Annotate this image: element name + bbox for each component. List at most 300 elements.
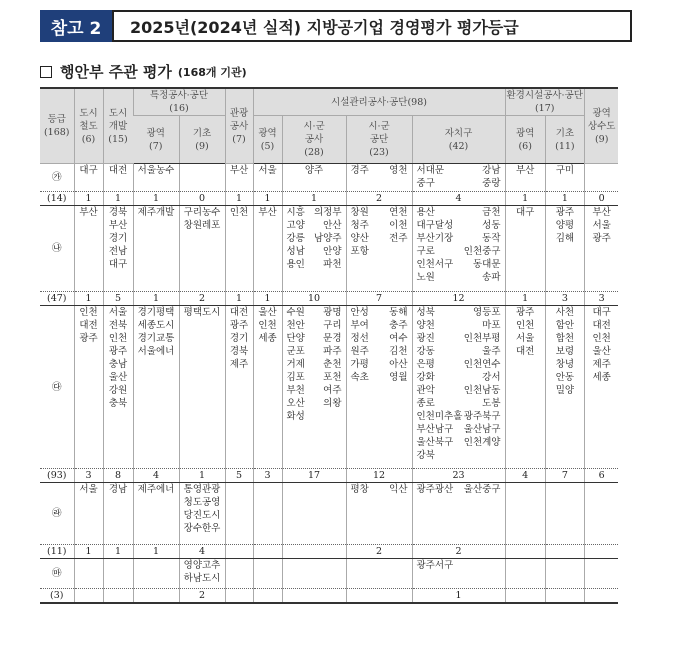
agency-pair	[414, 559, 504, 572]
header-line: 공단	[369, 134, 389, 145]
section-count: (168개 기관)	[177, 65, 247, 79]
header-line: 시·군	[303, 121, 325, 132]
agency-name: 울산	[258, 307, 277, 318]
agency-cell	[545, 206, 584, 292]
count-cell: 3	[584, 292, 618, 306]
agency-cell	[179, 206, 225, 292]
agency-pair	[284, 206, 345, 219]
agency-name: 속초	[350, 372, 369, 383]
count-cell: 4	[179, 545, 225, 559]
header-line: 기초	[555, 127, 575, 139]
agency-cell	[584, 206, 618, 292]
agency-pair	[284, 332, 345, 345]
header-dosi-chuldo	[74, 88, 103, 164]
agency-name: 평창	[350, 484, 369, 495]
agency-name: 의정부	[313, 207, 342, 218]
agency-name: 울주	[482, 346, 501, 357]
agency-name: 서울	[79, 484, 98, 495]
agency-pair	[414, 332, 504, 345]
agency-name: 통영관광	[183, 484, 221, 495]
agency-name: 부산남구	[416, 424, 454, 435]
agency-name: 강화	[416, 372, 435, 383]
agency-name: 부여	[350, 320, 369, 331]
agency-name: 인천	[592, 333, 611, 344]
count-cell: 1	[103, 192, 133, 206]
agency-cell	[179, 559, 225, 589]
agency-cell	[505, 306, 545, 469]
agency-pair	[284, 232, 345, 245]
agency-name: 경기	[229, 333, 249, 344]
agency-name: 부산	[108, 220, 128, 231]
agency-name: 안양	[323, 246, 342, 257]
agency-name: 부산	[516, 165, 535, 176]
grade-total: (3)	[40, 589, 74, 604]
agency-name: 청주	[350, 220, 369, 231]
agency-name: 서울	[516, 333, 535, 344]
header-line: 자치구	[444, 127, 473, 139]
agency-name: 노원	[416, 272, 435, 283]
count-cell: 5	[103, 292, 133, 306]
agency-name: 대구	[516, 207, 535, 218]
agency-cell	[74, 206, 103, 292]
agency-name: 광주광산	[416, 484, 454, 495]
agency-name: 서울농수	[137, 165, 175, 176]
agency-name: 여주	[323, 385, 342, 396]
header-line: 광역	[516, 127, 535, 139]
count-cell: 4	[412, 192, 505, 206]
header-line: 특정공사·공단	[149, 90, 209, 101]
agency-cell	[282, 483, 346, 545]
agency-cell	[346, 306, 412, 469]
agency-pair	[284, 384, 345, 397]
agency-cell	[346, 559, 412, 589]
agency-pair	[414, 449, 504, 462]
count-cell: 2	[346, 545, 412, 559]
agency-name: 당진도시	[183, 510, 221, 521]
agency-cell	[584, 164, 618, 192]
agency-name: 울산남구	[463, 424, 501, 435]
agency-name: 익산	[389, 484, 408, 495]
agency-name: 구리	[323, 320, 342, 331]
agency-name: 울산	[592, 346, 611, 357]
agency-name: 은평	[416, 359, 435, 370]
agency-name: 김천	[389, 346, 408, 357]
agency-name: 영양고추	[183, 560, 221, 571]
header-tag: 참고 2	[40, 10, 112, 42]
agency-name: 인천계양	[463, 437, 501, 448]
agency-cell	[133, 483, 179, 545]
count-cell	[545, 545, 584, 559]
agency-name: 양산	[350, 233, 369, 244]
header-dosi-gaebal	[103, 88, 133, 164]
count-cell: 1	[103, 545, 133, 559]
agency-name: 포항	[350, 246, 369, 257]
agency-name: 인천	[258, 320, 277, 331]
agency-pair	[284, 410, 345, 423]
header-line: 관광	[229, 107, 249, 119]
grade-row	[40, 306, 618, 469]
count-cell: 8	[103, 469, 133, 483]
count-cell: 4	[133, 469, 179, 483]
agency-name: 인천	[108, 333, 128, 344]
count-cell: 1	[253, 192, 282, 206]
agency-name: 부산	[79, 207, 98, 218]
agency-cell	[225, 306, 253, 469]
agency-name: 구리농수	[183, 207, 221, 218]
agency-name: 부산	[258, 207, 277, 218]
agency-pair	[348, 245, 411, 258]
agency-name: 서울에너	[137, 346, 175, 357]
agency-name: 영월	[389, 372, 408, 383]
agency-name: 종로	[416, 398, 435, 409]
agency-name: 여수	[389, 333, 408, 344]
count-cell	[253, 545, 282, 559]
count-cell: 1	[133, 192, 179, 206]
count-cell: 1	[179, 469, 225, 483]
agency-name: 제주에너	[137, 484, 175, 495]
agency-name: 인천남동	[463, 385, 501, 396]
agency-cell	[346, 164, 412, 192]
agency-name: 영등포	[472, 307, 501, 318]
agency-name: 영천	[389, 165, 408, 176]
agency-pair	[284, 258, 345, 271]
agency-name: 함안	[555, 320, 575, 331]
agency-cell	[412, 206, 505, 292]
agency-name: 송파	[482, 272, 501, 283]
agency-name: 강서	[482, 372, 501, 383]
header-line: 상수도	[587, 120, 616, 132]
agency-cell	[74, 483, 103, 545]
agency-name: 경남	[108, 484, 128, 495]
count-cell: 3	[545, 292, 584, 306]
grade-label: ㉰	[51, 381, 62, 393]
agency-name: 대구	[592, 307, 611, 318]
agency-name: 김포	[286, 372, 305, 383]
agency-cell	[505, 559, 545, 589]
grade-row	[40, 483, 618, 545]
agency-name: 춘천	[323, 359, 342, 370]
agency-name: 안산	[323, 220, 342, 231]
agency-name: 부산기장	[416, 233, 454, 244]
agency-name: 세종	[258, 333, 277, 344]
count-cell: 23	[412, 469, 505, 483]
header-env-group	[505, 88, 584, 116]
count-cell	[505, 545, 545, 559]
agency-name: 인천	[516, 320, 535, 331]
agency-name: 대구	[108, 259, 128, 270]
agency-name: 서울	[592, 220, 611, 231]
agency-name: 강북	[416, 450, 435, 461]
agency-pair	[414, 258, 504, 271]
agency-cell	[346, 483, 412, 545]
agency-name: 대전	[108, 165, 128, 176]
header-line: 광역	[592, 107, 611, 119]
count-cell: 1	[253, 292, 282, 306]
agency-pair	[414, 164, 504, 177]
agency-name: 부천	[286, 385, 305, 396]
header-line: 공사	[229, 120, 249, 132]
agency-name: 충주	[389, 320, 408, 331]
agency-name: 성남	[286, 246, 305, 257]
agency-name: 제주	[592, 359, 611, 370]
header-line: 광역	[258, 127, 277, 139]
agency-name: 인천중구	[463, 246, 501, 257]
agency-name: 광주	[79, 333, 98, 344]
agency-name: 인천서구	[416, 259, 454, 270]
agency-cell	[225, 483, 253, 545]
agency-name: 동해	[389, 307, 408, 318]
agency-cell	[179, 483, 225, 545]
header-env-gwangyeok	[505, 116, 545, 164]
header-line: 도시	[108, 107, 128, 119]
count-row	[40, 589, 618, 604]
header-line: (15)	[108, 133, 128, 145]
agency-cell	[545, 306, 584, 469]
count-cell	[282, 589, 346, 604]
header-special-gicho	[179, 116, 225, 164]
agency-name: 고양	[286, 220, 305, 231]
agency-name: 세종도시	[137, 320, 175, 331]
agency-name: 안성	[350, 307, 369, 318]
agency-name: 양평	[555, 220, 575, 231]
count-cell: 1	[545, 192, 584, 206]
agency-cell	[412, 164, 505, 192]
grade-label: ㉱	[51, 508, 62, 519]
header-line: (168)	[43, 127, 70, 138]
count-cell: 1	[74, 192, 103, 206]
agency-name: 포천	[323, 372, 342, 383]
agency-name: 가평	[350, 359, 369, 370]
header-facility-jachigu	[412, 116, 505, 164]
header-special-group	[133, 88, 225, 116]
count-cell: 0	[584, 192, 618, 206]
agency-pair	[348, 371, 411, 384]
agency-name: 창원레포	[183, 220, 221, 231]
agency-name: 경북	[108, 207, 128, 218]
agency-name: 오산	[286, 398, 305, 409]
agency-name: 정선	[350, 333, 369, 344]
agency-name: 합천	[555, 333, 575, 344]
header-line: (23)	[369, 147, 389, 158]
header-facility-group: 시설관리공사·공단(98)	[253, 88, 505, 116]
agency-cell	[584, 559, 618, 589]
agency-cell	[545, 164, 584, 192]
agency-cell	[253, 483, 282, 545]
agency-name: 이천	[389, 220, 408, 231]
agency-name: 원주	[350, 346, 369, 357]
agency-name: 서울	[108, 307, 128, 318]
count-cell: 2	[179, 292, 225, 306]
agency-name: 마포	[482, 320, 501, 331]
agency-name: 안동	[555, 372, 575, 383]
count-cell: 7	[346, 292, 412, 306]
agency-name: 대전	[229, 307, 249, 318]
grade-label: ㉲	[51, 568, 62, 579]
header-water	[584, 88, 618, 164]
grade-total: (47)	[40, 292, 74, 306]
header-line: (7)	[149, 140, 163, 152]
agency-name: 금천	[482, 207, 501, 218]
agency-name: 중랑	[482, 178, 501, 189]
agency-cell	[253, 559, 282, 589]
agency-name: 창원	[350, 207, 369, 218]
agency-name: 대전	[592, 320, 611, 331]
section-heading	[40, 61, 247, 82]
agency-name: 하남도시	[183, 573, 221, 584]
count-cell: 4	[505, 469, 545, 483]
agency-cell	[253, 164, 282, 192]
agency-name: 중구	[416, 178, 435, 189]
agency-pair	[284, 397, 345, 410]
grade-label: ㉯	[51, 243, 62, 254]
agency-name: 광주	[229, 320, 249, 331]
count-cell: 3	[253, 469, 282, 483]
header-line: (28)	[304, 147, 324, 158]
header-line: 도시	[79, 107, 98, 119]
agency-name: 세종	[592, 372, 611, 383]
agency-cell	[412, 559, 505, 589]
agency-name: 아산	[389, 359, 408, 370]
agency-name: 경주	[350, 165, 369, 176]
header-line: 개발	[108, 120, 128, 132]
agency-name: 부산	[592, 207, 611, 218]
agency-pair	[348, 358, 411, 371]
agency-cell	[282, 164, 346, 192]
agency-name: 도봉	[482, 398, 501, 409]
agency-name: 인천	[229, 207, 249, 218]
count-cell: 2	[179, 589, 225, 604]
agency-name: 동작	[482, 233, 501, 244]
agency-pair	[414, 219, 504, 232]
agency-pair	[414, 319, 504, 332]
agency-name: 용인	[286, 259, 305, 270]
agency-name: 청도공영	[183, 497, 221, 508]
agency-name: 김해	[555, 233, 575, 244]
count-cell: 6	[584, 469, 618, 483]
header-special-gwangyeok	[133, 116, 179, 164]
count-cell: 1	[505, 192, 545, 206]
agency-name: 광주북구	[463, 411, 501, 422]
agency-cell	[74, 164, 103, 192]
agency-cell	[225, 164, 253, 192]
agency-name: 밀양	[555, 385, 575, 396]
agency-pair	[348, 483, 411, 496]
agency-pair	[348, 206, 411, 219]
agency-name: 충북	[108, 398, 128, 409]
agency-pair	[414, 206, 504, 219]
header-line: 시·군	[368, 121, 390, 132]
count-cell: 1	[74, 292, 103, 306]
agency-name: 전주	[389, 233, 408, 244]
agency-name: 연천	[389, 207, 408, 218]
header-line: 철도	[79, 120, 98, 132]
agency-cell	[103, 206, 133, 292]
count-row	[40, 292, 618, 306]
agency-name: 천안	[286, 320, 305, 331]
agency-name: 광주	[555, 207, 575, 218]
agency-name: 제주개발	[137, 207, 175, 218]
header-line: (42)	[448, 140, 469, 152]
agency-pair	[348, 306, 411, 319]
header-line: 기초	[192, 127, 212, 139]
agency-name: 인천부평	[463, 333, 501, 344]
agency-name: 대전	[79, 320, 98, 331]
agency-name: 문경	[323, 333, 342, 344]
count-cell: 2	[346, 192, 412, 206]
agency-name: 충남	[108, 359, 128, 370]
header-line: 등급	[47, 114, 66, 125]
grade-total: (11)	[40, 545, 74, 559]
header-env-gicho	[545, 116, 584, 164]
agency-cell	[225, 206, 253, 292]
count-cell: 1	[412, 589, 505, 604]
agency-pair	[348, 332, 411, 345]
count-cell	[584, 589, 618, 604]
count-cell	[282, 545, 346, 559]
agency-name: 울산	[108, 372, 128, 383]
agency-name: 성북	[416, 307, 435, 318]
agency-name: 구로	[416, 246, 435, 257]
count-cell: 1	[505, 292, 545, 306]
header-facility-sigun-gongsa	[282, 116, 346, 164]
agency-name: 창녕	[555, 359, 575, 370]
agency-name: 경북	[229, 346, 249, 357]
agency-pair	[414, 423, 504, 436]
agency-cell	[282, 559, 346, 589]
agency-name: 파주	[323, 346, 342, 357]
agency-pair	[348, 219, 411, 232]
agency-cell	[103, 306, 133, 469]
agency-cell	[545, 483, 584, 545]
agency-cell	[584, 483, 618, 545]
agency-name: 의왕	[323, 398, 342, 409]
count-cell	[74, 589, 103, 604]
agency-pair	[284, 319, 345, 332]
agency-pair	[284, 345, 345, 358]
grade-table	[40, 87, 618, 604]
agency-name: 광명	[323, 307, 342, 318]
count-row	[40, 469, 618, 483]
agency-name: 경기	[108, 233, 128, 244]
agency-name: 서대문	[416, 165, 445, 176]
agency-name: 인천연수	[463, 359, 501, 370]
count-cell	[545, 589, 584, 604]
header-line: (16)	[169, 103, 189, 114]
agency-pair	[414, 384, 504, 397]
header-line: (6)	[81, 133, 96, 145]
header-facility-sigun-gongdan	[346, 116, 412, 164]
agency-pair	[414, 306, 504, 319]
agency-cell	[545, 559, 584, 589]
grade-total: (14)	[40, 192, 74, 206]
agency-cell	[74, 306, 103, 469]
agency-name: 수원	[286, 307, 305, 318]
agency-pair	[414, 397, 504, 410]
count-cell: 12	[412, 292, 505, 306]
count-cell	[103, 589, 133, 604]
agency-cell	[282, 206, 346, 292]
agency-pair	[414, 177, 504, 190]
agency-name: 양주	[304, 165, 324, 176]
header-line: (17)	[534, 103, 555, 114]
agency-name: 시흥	[286, 207, 305, 218]
agency-name: 강동	[416, 346, 435, 357]
agency-name: 부산	[229, 165, 249, 176]
agency-cell	[505, 483, 545, 545]
header-line: 광역	[146, 127, 165, 139]
agency-name: 울산중구	[463, 484, 501, 495]
agency-name: 단양	[286, 333, 305, 344]
